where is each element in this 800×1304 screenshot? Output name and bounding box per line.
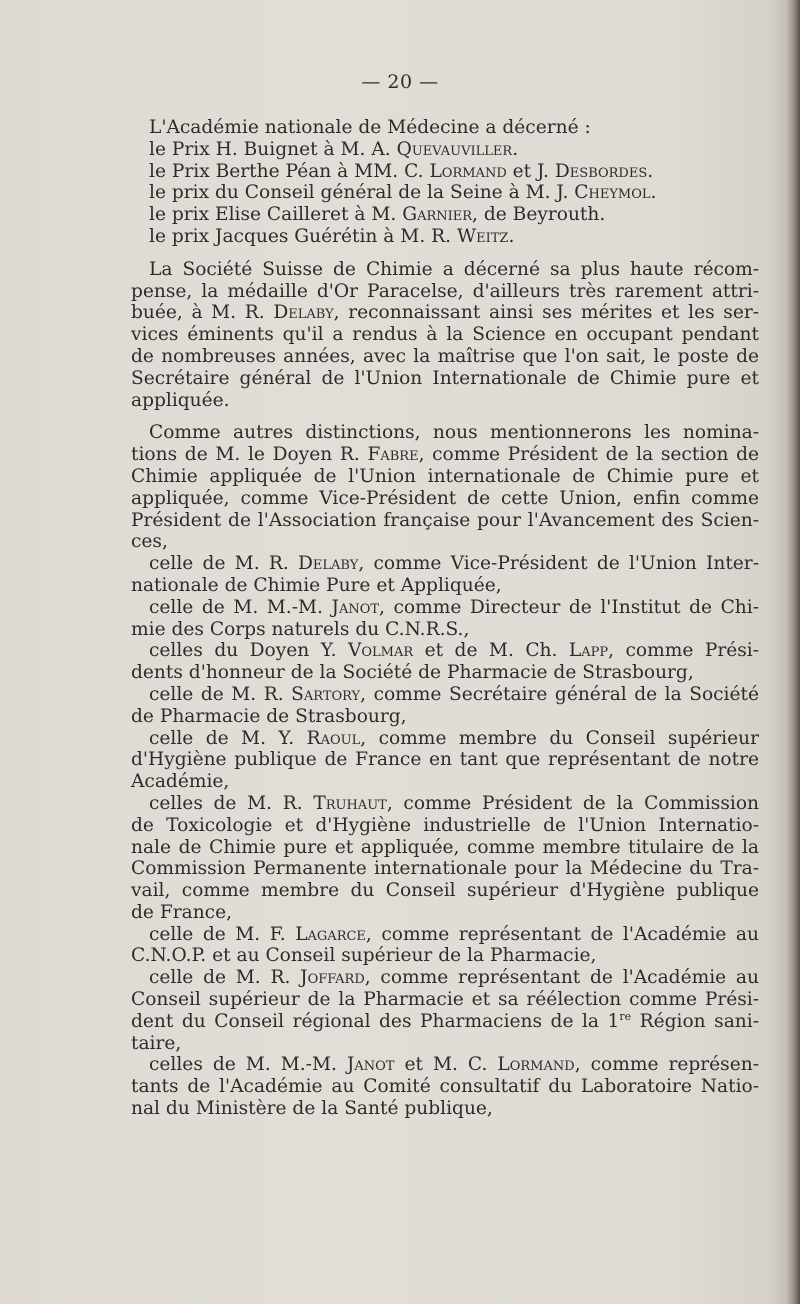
page-edge-shadow [786, 0, 800, 1304]
text-line: celle de M. R. Sartory, comme Secrétaire général de la Société [149, 683, 759, 705]
text-line: Conseil supérieur de la Pharmacie et sa réélection comme Prési- [131, 989, 759, 1011]
ordinal-superscript: re [619, 1010, 632, 1023]
text-line: buée, à M. R. Delaby, reconnaissant ainsi ses mérites et les ser- [131, 302, 759, 324]
text-line: nal du Ministère de la Santé publique, [131, 1098, 493, 1120]
person-name: Janot [346, 1054, 395, 1076]
text-line: Président de l'Association française pour l'Avancement des Scien- [131, 509, 759, 531]
text-line: tions de M. le Doyen R. Fabre, comme Président de la section de [131, 444, 759, 466]
text-line: nale de Chimie pure et appliquée, comme membre titulaire de la [131, 836, 759, 858]
person-name: Garnier [402, 204, 473, 226]
person-name: Raoul [306, 727, 361, 749]
text-line: le prix Jacques Guérétin à M. R. Weitz. [149, 225, 515, 247]
text-line: celle de M. Y. Raoul, comme membre du Conseil supérieur [149, 727, 759, 749]
text-line: ces, [131, 531, 168, 553]
text-line: le Prix H. Buignet à M. A. Quevauviller. [149, 138, 519, 160]
text-line: taire, [131, 1032, 182, 1054]
text-line: de nombreuses années, avec la maîtrise que l'on sait, le poste de [131, 345, 759, 367]
text-line: le prix Elise Cailleret à M. Garnier, de Beyrouth. [149, 204, 606, 226]
body-text [131, 117, 759, 1120]
text-line: vail, comme membre du Conseil supérieur d'Hygiène publique [131, 880, 759, 902]
text-line: celles de M. M.-M. Janot et M. C. Lormand, comme représen- [149, 1054, 759, 1076]
text-line: nationale de Chimie Pure et Appliquée, [131, 574, 502, 596]
text-line: vices éminents qu'il a rendus à la Science en occupant pendant [131, 324, 759, 346]
text-line: dent du Conseil régional des Pharmaciens de la 1re Région sani- [131, 1010, 759, 1032]
person-name: Lormand [497, 1054, 575, 1076]
person-name: Desbordes [554, 160, 648, 182]
person-name: Cheymol [574, 182, 651, 204]
text-line: pense, la médaille d'Or Paracelse, d'ailleurs très rarement attri- [131, 280, 759, 302]
text-line: Chimie appliquée de l'Union internationale de Chimie pure et [131, 465, 759, 487]
text-line: L'Académie nationale de Médecine a décerné : [149, 117, 591, 138]
text-line: Académie, [131, 771, 230, 793]
person-name: Lormand [429, 160, 507, 182]
text-line: celle de M. R. Joffard, comme représentant de l'Académie au [149, 967, 759, 989]
text-line: appliquée. [131, 389, 230, 411]
page-number: — 20 — [361, 71, 439, 93]
text-line: d'Hygiène publique de France en tant que représentant de notre [131, 749, 759, 771]
person-name: Fabre [367, 444, 419, 466]
text-line: celles de M. R. Truhaut, comme Président de la Commission [149, 792, 759, 814]
person-name: Janot [331, 596, 380, 618]
text-line: celle de M. R. Delaby, comme Vice-Président de l'Union Inter- [149, 553, 759, 575]
person-name: Volmar [347, 640, 414, 662]
person-name: Quevauviller [396, 138, 513, 160]
text-line: Comme autres distinctions, nous mentionnerons les nomina- [149, 422, 759, 444]
text-line: La Société Suisse de Chimie a décerné sa plus haute récom- [149, 258, 759, 280]
text-line: celle de M. F. Lagarce, comme représentant de l'Académie au [149, 923, 759, 945]
person-name: Weitz [457, 225, 509, 247]
person-name: Delaby [273, 302, 334, 324]
person-name: Lapp [568, 640, 609, 662]
text-line: C.N.O.P. et au Conseil supérieur de la Pharmacie, [131, 945, 597, 967]
text-line: de Pharmacie de Strasbourg, [131, 705, 407, 727]
text-line: dents d'honneur de la Société de Pharmacie de Strasbourg, [131, 662, 694, 684]
text-line: celles du Doyen Y. Volmar et de M. Ch. Lapp, comme Prési- [149, 640, 759, 662]
person-name: Lagarce [295, 923, 366, 945]
person-name: Truhaut [313, 792, 387, 814]
text-line: le Prix Berthe Péan à MM. C. Lormand et J. Desbordes. [149, 160, 654, 182]
text-line: tants de l'Académie au Comité consultatif du Laboratoire Natio- [131, 1076, 759, 1098]
text-line: mie des Corps naturels du C.N.R.S., [131, 618, 470, 640]
text-line: appliquée, comme Vice-Président de cette Union, enfin comme [131, 487, 759, 509]
text-line: le prix du Conseil général de la Seine à M. J. Cheymol. [149, 182, 657, 204]
text-line: de Toxicologie et d'Hygiène industrielle de l'Union Internatio- [131, 814, 759, 836]
text-line: de France, [131, 901, 232, 923]
text-line: Commission Permanente internationale pour la Médecine du Tra- [131, 858, 759, 880]
text-line: celle de M. M.-M. Janot, comme Directeur de l'Institut de Chi- [149, 596, 759, 618]
person-name: Delaby [298, 553, 359, 575]
person-name: Sartory [291, 683, 361, 705]
text-line: Secrétaire général de l'Union Internationale de Chimie pure et [131, 367, 759, 389]
person-name: Joffard [300, 967, 365, 989]
